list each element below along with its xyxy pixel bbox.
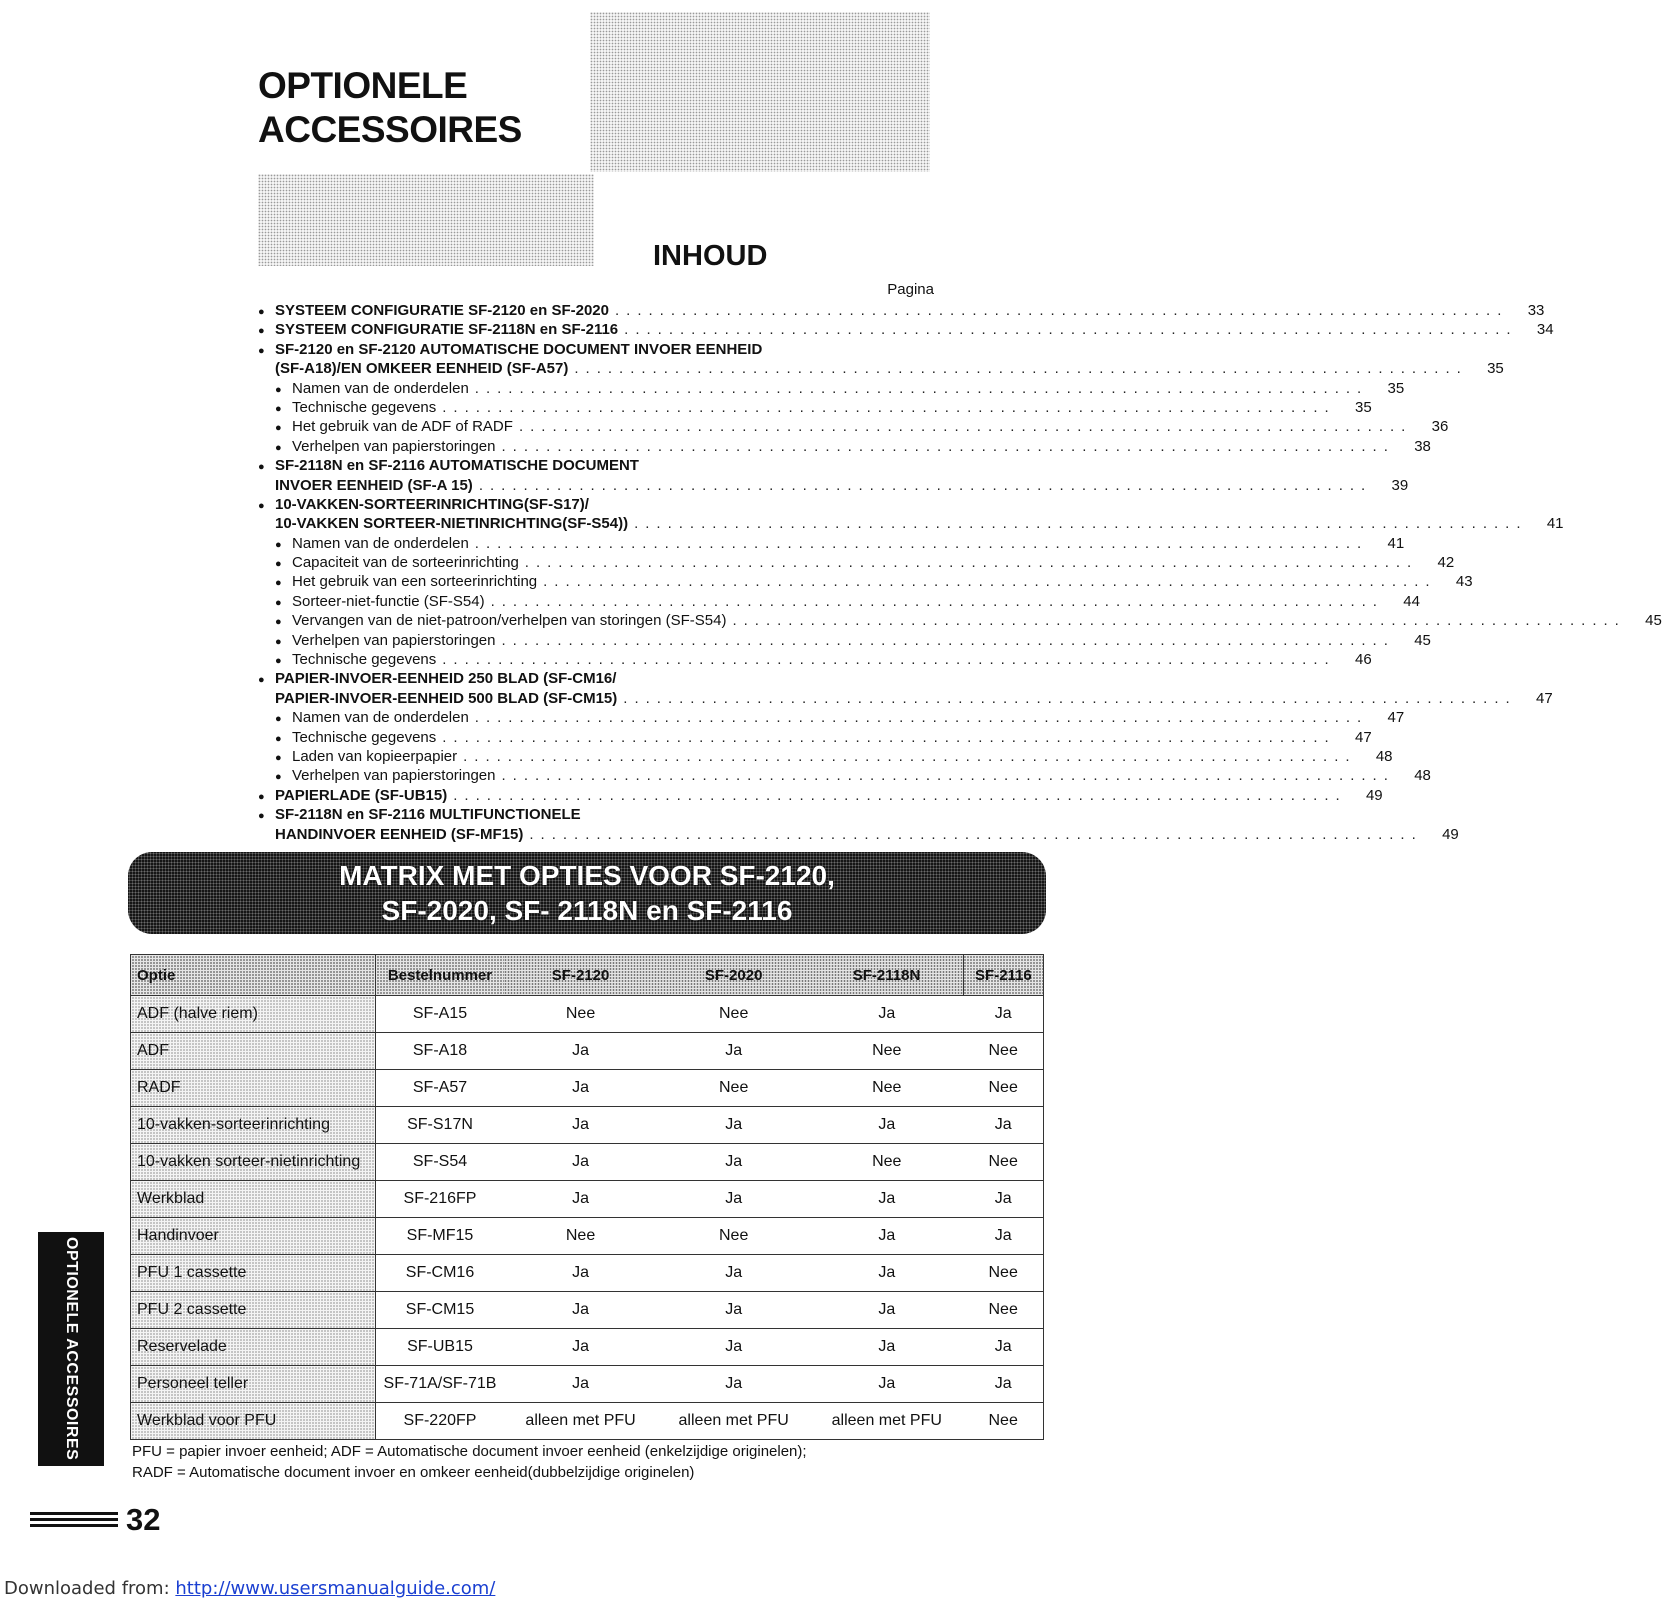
toc-dot-leader: ................................................................................: [478, 476, 1373, 494]
toc-entry: [258, 320, 1554, 339]
toc-dot-leader: ................................................................................: [732, 612, 1626, 630]
toc-dot-leader: ................................................................................: [529, 825, 1423, 843]
toc-entry: [258, 708, 1405, 727]
availability-cell: Ja: [657, 1292, 810, 1329]
availability-cell: Nee: [504, 996, 657, 1033]
availability-cell: Nee: [810, 1070, 963, 1107]
page-title-line-1: OPTIONELE: [258, 65, 468, 106]
option-name-cell: 10-vakken-sorteerinrichting: [131, 1107, 376, 1144]
column-header-optie: Optie: [131, 955, 376, 996]
toc-entry-page: 35: [1387, 379, 1405, 397]
bullet-icon: ●: [258, 344, 265, 357]
toc-dot-leader: ................................................................................: [490, 592, 1384, 610]
toc-entry-text: PAPIER-INVOER-EENHEID 250 BLAD (SF-CM16/: [275, 670, 617, 688]
download-label: Downloaded from:: [4, 1578, 176, 1599]
availability-cell: Ja: [504, 1181, 657, 1218]
bullet-icon: ●: [275, 422, 282, 435]
toc-entry: [258, 786, 1383, 805]
toc-entry: [258, 669, 934, 688]
availability-cell: Nee: [963, 1070, 1043, 1107]
toc-entry: [258, 572, 1473, 591]
availability-cell: Ja: [504, 1070, 657, 1107]
availability-cell: Ja: [504, 1366, 657, 1403]
bullet-icon: ●: [258, 499, 265, 512]
availability-cell: Ja: [657, 1107, 810, 1144]
availability-cell: Nee: [963, 1144, 1043, 1181]
toc-entry-text: (SF-A18)/EN OMKEER EENHEID (SF-A57): [275, 360, 569, 378]
table-row: [131, 1403, 1044, 1440]
option-name-cell: RADF: [131, 1070, 376, 1107]
bullet-icon: ●: [275, 616, 282, 629]
toc-entry-page: 48: [1414, 767, 1431, 785]
toc-entry-text: Vervangen van de niet-patroon/verhelpen van storingen (SF-S54): [292, 612, 727, 630]
toc-dot-leader: ................................................................................: [574, 360, 1468, 378]
column-header-sf-2116: SF-2116: [963, 955, 1043, 996]
bullet-icon: ●: [258, 306, 265, 318]
matrix-title-banner: [128, 852, 1046, 934]
order-number-cell: SF-S54: [376, 1144, 505, 1181]
toc-entry: [258, 650, 1372, 669]
page-number: 32: [126, 1502, 161, 1537]
toc-entry-page: 35: [1487, 360, 1504, 378]
bullet-icon: ●: [275, 771, 282, 784]
page-number-bars: [30, 1512, 118, 1532]
availability-cell: Ja: [504, 1033, 657, 1070]
option-name-cell: ADF: [131, 1033, 376, 1070]
bullet-icon: ●: [275, 655, 282, 668]
toc-heading: INHOUD: [653, 240, 768, 272]
bullet-icon: ●: [275, 538, 282, 551]
availability-cell: Ja: [810, 1292, 963, 1329]
option-name-cell: Handinvoer: [131, 1218, 376, 1255]
availability-cell: Nee: [657, 1218, 810, 1255]
table-body: [131, 996, 1044, 1440]
toc-entry-text: Technische gegevens: [292, 651, 437, 669]
toc-entry-page: 47: [1387, 709, 1405, 727]
availability-cell: Ja: [963, 1329, 1043, 1366]
toc-entry: [258, 398, 1372, 417]
availability-cell: Nee: [810, 1144, 963, 1181]
toc-dot-leader: ................................................................................: [442, 398, 1336, 416]
availability-cell: alleen met PFU: [504, 1403, 657, 1440]
table-row: [131, 1255, 1044, 1292]
table-row: [131, 1366, 1044, 1403]
table-row: [131, 1033, 1044, 1070]
availability-cell: Ja: [504, 1292, 657, 1329]
availability-cell: Ja: [810, 1181, 963, 1218]
order-number-cell: SF-A57: [376, 1070, 505, 1107]
availability-cell: Ja: [810, 1107, 963, 1144]
order-number-cell: SF-71A/SF-71B: [376, 1366, 505, 1403]
toc-entry-page: 44: [1403, 592, 1420, 610]
option-name-cell: Personeel teller: [131, 1366, 376, 1403]
toc-entry-page: 36: [1431, 418, 1449, 436]
availability-cell: Ja: [657, 1366, 810, 1403]
footnote: [132, 1441, 1032, 1483]
toc-entry: [258, 437, 1431, 456]
option-name-cell: ADF (halve riem): [131, 996, 376, 1033]
availability-cell: Nee: [963, 1255, 1043, 1292]
toc-entry: [258, 553, 1455, 572]
availability-cell: Nee: [657, 1070, 810, 1107]
toc-entry-page: 43: [1455, 573, 1473, 591]
toc-entry: [258, 825, 1459, 844]
toc-entry-text: Technische gegevens: [292, 398, 437, 416]
toc-entry-page: 34: [1536, 321, 1554, 339]
toc-dot-leader: ................................................................................: [543, 573, 1437, 591]
toc-dot-leader: ................................................................................: [634, 515, 1528, 533]
column-header-bestelnummer: Bestelnummer: [376, 955, 505, 996]
availability-cell: Nee: [963, 1403, 1043, 1440]
availability-cell: alleen met PFU: [810, 1403, 963, 1440]
toc-entry-page: 46: [1354, 651, 1372, 669]
toc-entry: [258, 631, 1431, 650]
toc-entry-text: 10-VAKKEN SORTEER-NIETINRICHTING(SF-S54)): [275, 515, 629, 533]
toc-entry-text: INVOER EENHEID (SF-A 15): [275, 476, 473, 494]
toc-dot-leader: ................................................................................: [518, 418, 1413, 436]
toc-entry-text: PAPIERLADE (SF-UB15): [275, 786, 448, 804]
toc-entry-text: Het gebruik van een sorteerinrichting: [292, 573, 538, 591]
bullet-icon: ●: [275, 441, 282, 454]
toc-dot-leader: ................................................................................: [474, 379, 1369, 397]
footnote-line-1: PFU = papier invoer eenheid; ADF = Automatische document invoer eenheid (enkelzijdige originelen);: [132, 1443, 807, 1460]
toc-dot-leader: ................................................................................: [501, 767, 1395, 785]
download-link[interactable]: http://www.usersmanualguide.com/: [175, 1578, 496, 1599]
toc-entry-text: Namen van de onderdelen: [292, 379, 469, 397]
toc-entry-text: SF-2118N en SF-2116 MULTIFUNCTIONELE: [275, 806, 581, 824]
toc-entry: [258, 728, 1372, 747]
bullet-icon: ●: [275, 635, 282, 648]
availability-cell: Ja: [504, 1329, 657, 1366]
toc-dot-leader: ................................................................................: [474, 534, 1369, 552]
toc-dot-leader: ................................................................................: [474, 709, 1369, 727]
toc-entry-text: Verhelpen van papierstoringen: [292, 437, 496, 455]
toc-entry-text: Capaciteit van de sorteerinrichting: [292, 554, 519, 572]
bullet-icon: ●: [275, 596, 282, 609]
toc-entry-text: SYSTEEM CONFIGURATIE SF-2120 en SF-2020: [275, 302, 609, 319]
bullet-icon: ●: [275, 732, 282, 745]
toc-entry-text: 10-VAKKEN-SORTEERINRICHTING(SF-S17)/: [275, 495, 589, 513]
toc-entry: [258, 805, 934, 824]
availability-cell: Ja: [963, 1107, 1043, 1144]
toc-entry-page: 48: [1375, 747, 1393, 765]
availability-cell: Nee: [504, 1218, 657, 1255]
table-row: [131, 1181, 1044, 1218]
page-title-line-2: ACCESSOIRES: [258, 109, 522, 150]
availability-cell: Ja: [963, 1366, 1043, 1403]
option-name-cell: PFU 2 cassette: [131, 1292, 376, 1329]
toc-entry: [258, 689, 1553, 708]
section-side-tab: [38, 1232, 104, 1466]
toc-dot-leader: ................................................................................: [623, 689, 1517, 707]
toc-entry: [258, 514, 1564, 533]
bullet-icon: ●: [258, 461, 265, 474]
column-header-sf-2118n: SF-2118N: [810, 955, 963, 996]
toc-entry-text: Technische gegevens: [292, 728, 437, 746]
table-row: [131, 1070, 1044, 1107]
order-number-cell: SF-UB15: [376, 1329, 505, 1366]
bullet-icon: ●: [258, 674, 265, 687]
availability-cell: Ja: [963, 1181, 1043, 1218]
toc-entry-text: Namen van de onderdelen: [292, 534, 469, 552]
toc-entry-text: Namen van de onderdelen: [292, 709, 469, 727]
toc-entry-text: Sorteer-niet-functie (SF-S54): [292, 592, 485, 610]
availability-cell: Ja: [810, 1218, 963, 1255]
table-row: [131, 1218, 1044, 1255]
toc-page-label: Pagina: [887, 281, 934, 298]
toc-entry-page: 33: [1527, 302, 1545, 319]
bullet-icon: ●: [275, 713, 282, 726]
toc-entry-page: 47: [1536, 689, 1553, 707]
availability-cell: Ja: [504, 1144, 657, 1181]
option-name-cell: PFU 1 cassette: [131, 1255, 376, 1292]
availability-cell: Ja: [963, 1218, 1043, 1255]
toc-entry-text: SYSTEEM CONFIGURATIE SF-2118N en SF-2116: [275, 321, 619, 339]
toc-entry: [258, 359, 1504, 378]
toc-entry-text: Verhelpen van papierstoringen: [292, 767, 496, 785]
bullet-icon: ●: [258, 790, 265, 803]
availability-cell: Ja: [657, 1144, 810, 1181]
toc-entry-text: Laden van kopieerpapier: [292, 747, 458, 765]
toc-entry-page: 35: [1354, 398, 1372, 416]
header-dot-pattern-left: [258, 174, 594, 266]
order-number-cell: SF-A18: [376, 1033, 505, 1070]
option-name-cell: Werkblad: [131, 1181, 376, 1218]
toc-entry-page: 39: [1391, 476, 1409, 494]
availability-cell: Ja: [657, 1329, 810, 1366]
toc-dot-leader: ................................................................................: [524, 554, 1419, 572]
toc-dot-leader: ................................................................................: [501, 437, 1395, 455]
availability-cell: Nee: [810, 1033, 963, 1070]
matrix-title-line-1: MATRIX MET OPTIES VOOR SF-2120,: [339, 860, 835, 891]
table-header-row: [131, 955, 1044, 996]
toc-entry-text: Het gebruik van de ADF of RADF: [292, 418, 513, 436]
column-header-sf-2020: SF-2020: [657, 955, 810, 996]
download-note: [4, 1578, 495, 1599]
bullet-icon: ●: [275, 751, 282, 764]
toc-entry-page: 42: [1437, 554, 1455, 572]
option-name-cell: 10-vakken sorteer-nietinrichting: [131, 1144, 376, 1181]
toc-entry-page: 41: [1387, 534, 1405, 552]
footnote-line-2: RADF = Automatische document invoer en omkeer eenheid(dubbelzijdige originelen): [132, 1464, 695, 1481]
toc-entry-text: Verhelpen van papierstoringen: [292, 631, 496, 649]
order-number-cell: SF-220FP: [376, 1403, 505, 1440]
availability-cell: Ja: [657, 1181, 810, 1218]
toc-dot-leader: ................................................................................: [463, 747, 1357, 765]
availability-cell: Ja: [657, 1033, 810, 1070]
availability-cell: Ja: [810, 1255, 963, 1292]
option-name-cell: Werkblad voor PFU: [131, 1403, 376, 1440]
bullet-icon: ●: [275, 402, 282, 415]
matrix-title-line-2: SF-2020, SF- 2118N en SF-2116: [381, 895, 793, 926]
toc-entry-page: 41: [1546, 515, 1564, 533]
table-row: [131, 996, 1044, 1033]
availability-cell: Ja: [504, 1107, 657, 1144]
toc-entry: [258, 456, 934, 475]
toc-dot-leader: ................................................................................: [614, 302, 1509, 319]
toc-entry-text: PAPIER-INVOER-EENHEID 500 BLAD (SF-CM15): [275, 689, 618, 707]
toc-dot-leader: ................................................................................: [453, 786, 1347, 804]
toc-entry: [258, 495, 934, 514]
availability-cell: Ja: [504, 1255, 657, 1292]
toc-entry-page: 45: [1645, 612, 1662, 630]
availability-cell: Ja: [963, 996, 1043, 1033]
toc-entry-text: SF-2118N en SF-2116 AUTOMATISCHE DOCUMENT: [275, 457, 639, 475]
side-tab-label: OPTIONELE ACCESSOIRES: [63, 1237, 80, 1461]
order-number-cell: SF-A15: [376, 996, 505, 1033]
toc-entry-page: 45: [1414, 631, 1431, 649]
bullet-icon: ●: [275, 577, 282, 590]
option-name-cell: Reservelade: [131, 1329, 376, 1366]
bullet-icon: ●: [275, 558, 282, 571]
availability-cell: Ja: [657, 1255, 810, 1292]
availability-cell: alleen met PFU: [657, 1403, 810, 1440]
toc-entry-text: SF-2120 en SF-2120 AUTOMATISCHE DOCUMENT INVOER EENHEID: [275, 340, 763, 358]
header-dot-pattern-right: [590, 12, 930, 172]
availability-cell: Ja: [810, 996, 963, 1033]
toc-entry: [258, 340, 934, 359]
availability-cell: Ja: [810, 1329, 963, 1366]
column-header-sf-2120: SF-2120: [504, 955, 657, 996]
order-number-cell: SF-CM15: [376, 1292, 505, 1329]
toc-entry: [258, 747, 1393, 766]
toc-entry-page: 38: [1414, 437, 1431, 455]
order-number-cell: SF-MF15: [376, 1218, 505, 1255]
toc-entry-text: HANDINVOER EENHEID (SF-MF15): [275, 825, 524, 843]
order-number-cell: SF-216FP: [376, 1181, 505, 1218]
table-row: [131, 1329, 1044, 1366]
availability-cell: Nee: [963, 1292, 1043, 1329]
table-row: [131, 1107, 1044, 1144]
order-number-cell: SF-S17N: [376, 1107, 505, 1144]
table-row: [131, 1144, 1044, 1181]
table-of-contents: [258, 301, 1662, 844]
toc-entry: [258, 592, 1420, 611]
toc-entry: [258, 301, 1545, 320]
table-row: [131, 1292, 1044, 1329]
toc-entry: [258, 534, 1405, 553]
availability-cell: Ja: [810, 1366, 963, 1403]
bullet-icon: ●: [258, 810, 265, 823]
page-title: [258, 64, 522, 152]
toc-entry: [258, 379, 1405, 398]
toc-entry-page: 49: [1365, 786, 1383, 804]
toc-dot-leader: ................................................................................: [501, 631, 1395, 649]
availability-cell: Nee: [963, 1033, 1043, 1070]
bullet-icon: ●: [258, 325, 265, 338]
options-matrix-table: [130, 954, 1044, 1440]
toc-entry: [258, 417, 1449, 436]
toc-entry: [258, 611, 1662, 630]
toc-entry-page: 49: [1442, 825, 1459, 843]
toc-dot-leader: ................................................................................: [624, 321, 1518, 339]
toc-entry: [258, 766, 1431, 785]
order-number-cell: SF-CM16: [376, 1255, 505, 1292]
toc-dot-leader: ................................................................................: [442, 728, 1336, 746]
toc-entry-page: 47: [1354, 728, 1372, 746]
toc-entry: [258, 476, 1409, 495]
availability-cell: Nee: [657, 996, 810, 1033]
bullet-icon: ●: [275, 383, 282, 396]
toc-dot-leader: ................................................................................: [442, 651, 1336, 669]
